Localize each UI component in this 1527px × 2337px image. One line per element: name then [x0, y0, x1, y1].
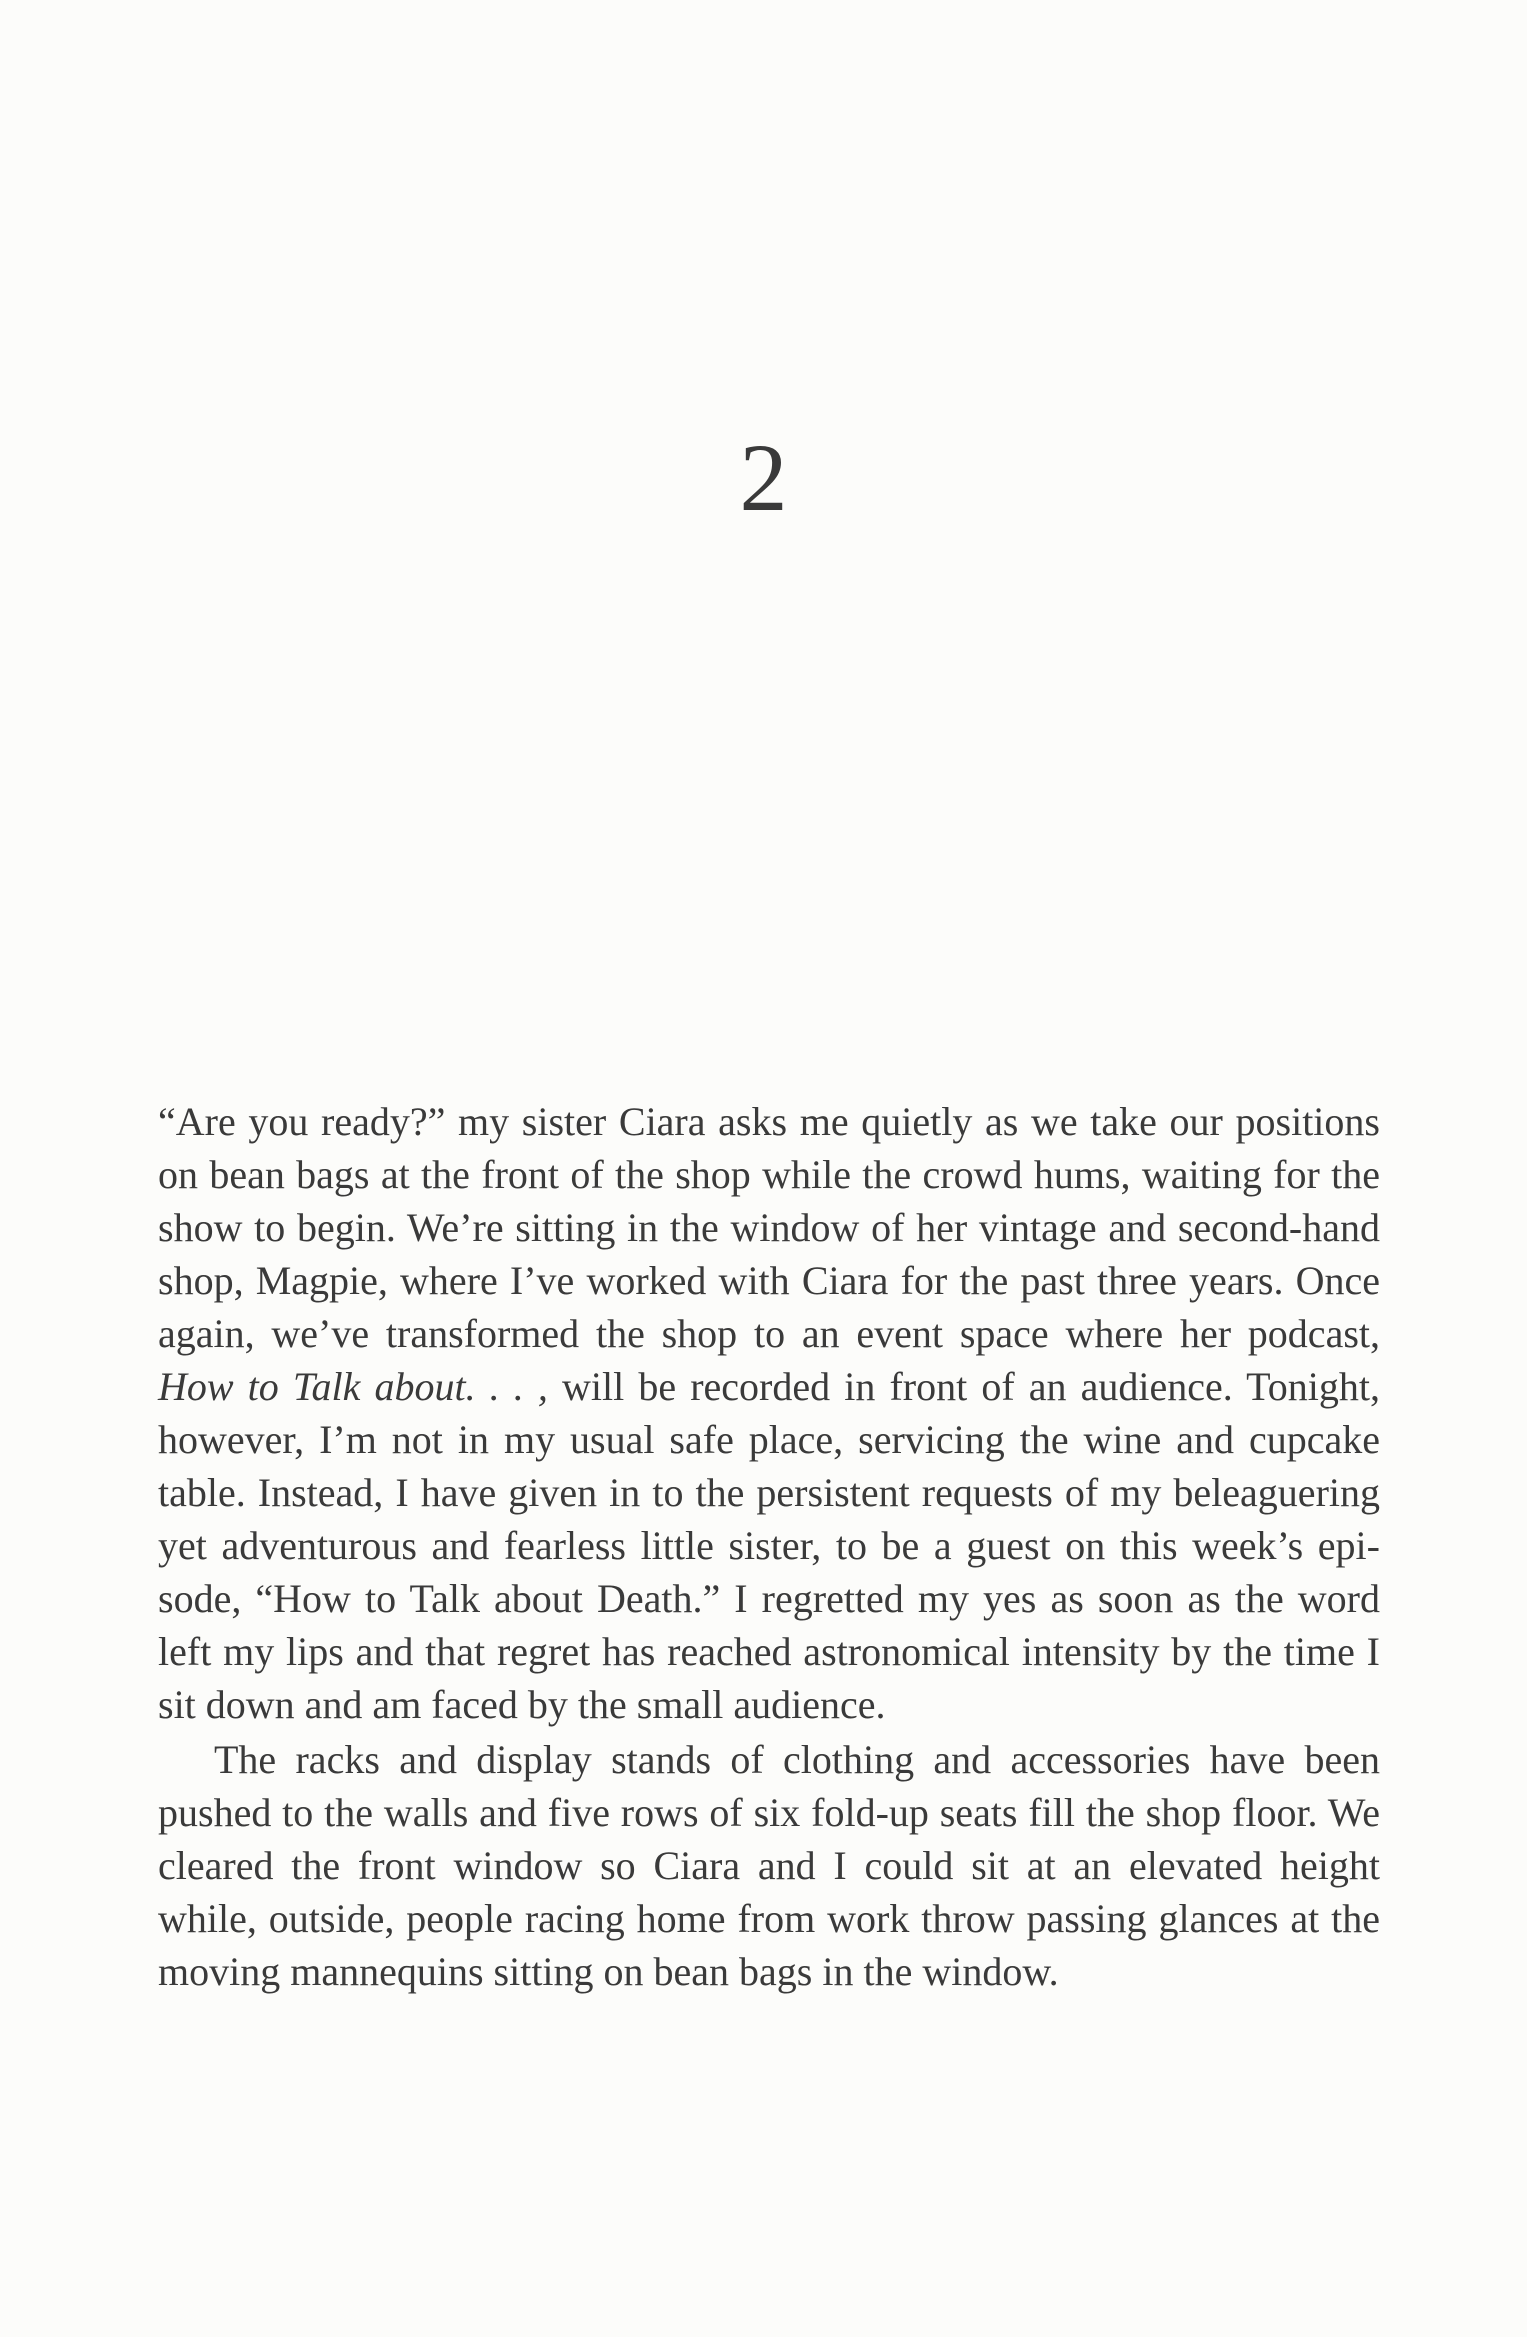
- paragraph-2-text-1: The racks and display stands of clothing and accessories have been pushed to the walls and five rows of six fold-up seats fill the shop floor. We cleared the front window so Ciara and I could sit at an elevated height while, outside, people racing home from work throw passing glances at the moving mannequins sitting on bean bags in the window.: [158, 1737, 1380, 1994]
- paragraph-1: [158, 1095, 1380, 1731]
- podcast-title: How to Talk about. . . ,: [158, 1364, 548, 1409]
- chapter-body: [158, 1095, 1380, 1998]
- chapter-number: 2: [739, 424, 788, 531]
- paragraph-1-text-2: will be recorded in front of an audience. Tonight, however, I’m not in my usual safe place, servicing the wine and cupcake table. Instead, I have given in to the persistent requests of my beleaguering yet adventurous and fearless little sister, to be a guest on this week’s episode, “How to Talk about Death.” I regretted my yes as soon as the word left my lips and that regret has reached astronomical intensity by the time I sit down and am faced by the small audience.: [158, 1364, 1380, 1727]
- paragraph-1-text-1: “Are you ready?” my sister Ciara asks me quietly as we take our positions on bean bags at the front of the shop while the crowd hums, waiting for the show to begin. We’re sitting in the window of her vintage and second-hand shop, Magpie, where I’ve worked with Ciara for the past three years. Once again, we’ve transformed the shop to an event space where her podcast,: [158, 1099, 1380, 1356]
- paragraph-2: [158, 1733, 1380, 1998]
